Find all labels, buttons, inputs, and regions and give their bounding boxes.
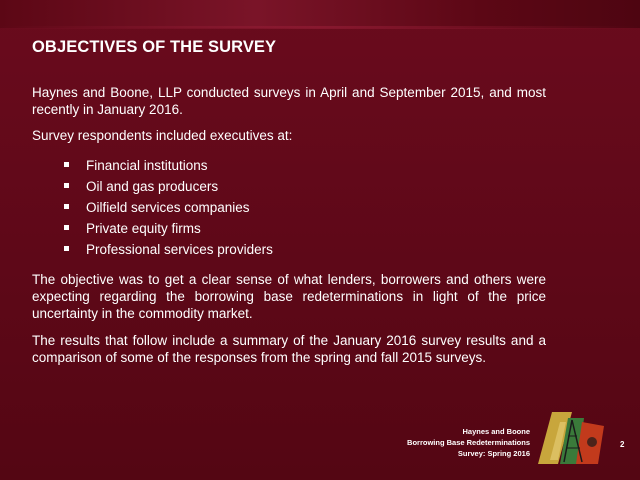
- slide-title: OBJECTIVES OF THE SURVEY: [32, 38, 277, 56]
- footer-firm: Haynes and Boone: [462, 427, 530, 436]
- page-number: 2: [620, 440, 625, 449]
- list-item-label: Financial institutions: [86, 158, 208, 173]
- header-streak: [0, 26, 640, 29]
- footer-survey: Survey: Spring 2016: [457, 449, 530, 458]
- square-bullet-icon: [64, 183, 69, 188]
- slide-body: [32, 84, 546, 366]
- respondents-paragraph: Survey respondents included executives at:: [32, 128, 293, 143]
- list-item-label: Oil and gas producers: [86, 179, 219, 194]
- list-item: [64, 199, 546, 216]
- footer-report: Borrowing Base Redeterminations: [407, 438, 530, 447]
- intro-paragraph: Haynes and Boone, LLP conducted surveys in April and September 2015, and most recently in January 2016.: [32, 85, 546, 117]
- list-item: [64, 157, 546, 174]
- list-item-label: Private equity firms: [86, 221, 201, 236]
- square-bullet-icon: [64, 225, 69, 230]
- list-item: [64, 241, 546, 258]
- square-bullet-icon: [64, 246, 69, 251]
- list-item-label: Oilfield services companies: [86, 200, 250, 215]
- footer-text: [407, 426, 530, 459]
- objective-paragraph: The objective was to get a clear sense of what lenders, borrowers and others were expecting regarding the borrowing base redeterminations in light of the price uncertainty in the commodity market.: [32, 272, 546, 321]
- square-bullet-icon: [64, 162, 69, 167]
- square-bullet-icon: [64, 204, 69, 209]
- results-paragraph: The results that follow include a summary of the January 2016 survey results and a comparison of some of the responses from the spring and fall 2015 surveys.: [32, 333, 546, 365]
- oil-rig-graphic-icon: [538, 412, 606, 464]
- list-item: [64, 220, 546, 237]
- header-band: [0, 0, 640, 28]
- respondent-list: [32, 157, 546, 258]
- list-item-label: Professional services providers: [86, 242, 273, 257]
- list-item: [64, 178, 546, 195]
